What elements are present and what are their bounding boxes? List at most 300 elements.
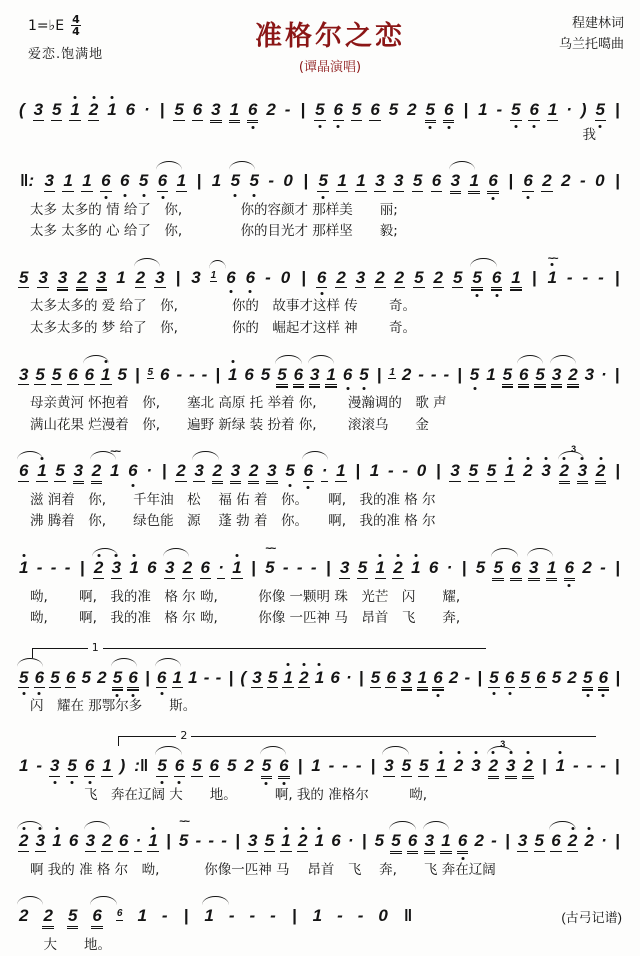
note-5: 5 [81,667,91,687]
notation-row [14,90,626,123]
notation-row [14,543,626,581]
note-2: 2 [18,831,29,852]
barline: | [435,461,441,481]
held-note-dash: - [598,267,604,287]
octave-dot-below [88,781,91,784]
note-6: 6 [127,668,138,689]
note-5: 5 [67,906,78,926]
barline: | [301,267,306,287]
barline: | [541,755,547,775]
composer-credit: 乌兰托噶曲 [558,36,624,52]
trill-mark: ~~ [547,252,557,265]
note-1: 1 [211,171,222,191]
music-system-9 [14,816,626,881]
note-6: 6 [518,365,529,386]
note-2: 2 [43,906,53,926]
note-5: 5 [412,171,423,191]
held-note-dash: - [208,831,215,851]
note-6: 6 [18,461,29,482]
octave-dot-above [509,751,512,754]
held-note-dash: - [464,667,471,687]
note-2: 2 [77,267,87,287]
note-6: 6 [407,831,418,851]
barline: | [228,667,234,687]
octave-dot-below [142,194,145,197]
note-2: 2 [97,667,107,687]
octave-dot-below [599,125,602,128]
octave-dot-below [249,290,252,293]
octave-dot-above [104,360,107,363]
note-6: 6 [225,268,236,288]
octave-dot-above [379,554,382,557]
octave-dot-above [581,457,584,460]
octave-dot-above [110,96,113,99]
note-2: 2 [522,756,533,777]
note-6: 6 [431,171,442,191]
note-1: 1 [511,267,521,287]
note-5: 5 [19,267,29,287]
note-2: 2 [91,461,102,482]
note-5: 5 [468,461,479,481]
octave-dot-above [440,751,443,754]
octave-dot-below [123,194,126,197]
repeat-start-sign: ‖: [20,171,35,191]
note-2: 2 [568,364,578,384]
note-5: 5 [260,364,271,384]
octave-dot-above [133,554,136,557]
note-6: 6 [342,365,353,385]
time-signature [71,14,81,37]
notation-row [14,252,626,291]
held-note-dash: - [580,171,586,191]
note-5: 5 [314,100,325,121]
held-note-dash: - [282,558,289,578]
held-note-dash: - [337,906,343,926]
barline: | [457,364,462,384]
octave-dot-above [457,751,460,754]
lyric-line: 太多太多的 爱 给了 你, 你的 故事才这样 传 奇。 [30,298,416,315]
octave-dot-above [508,457,511,460]
note-6: 6 [192,100,203,119]
octave-dot-above [39,827,42,830]
note-3: 3 [528,558,539,579]
note-1: 1 [229,100,240,119]
slur-arc [17,896,43,905]
note-1: 1 [435,756,446,777]
held-note-dash: - [195,831,202,851]
note-1: 1 [128,558,139,578]
octave-dot-below [508,692,511,695]
note-3: 3 [375,171,385,191]
barline: | [477,667,483,687]
grace-note: 1 [210,270,218,283]
note-3: 3 [33,100,44,119]
lyric-line: 满山花果 烂漫着 你, 遍野 新绿 装 扮着 你, 滚滚乌 金 [30,416,429,433]
note-6: 6 [127,461,138,481]
note-5: 5 [390,831,401,852]
octave-dot-above [599,457,602,460]
barline: | [215,364,221,384]
octave-dot-below [253,194,256,197]
slur-arc [202,896,228,905]
note-1: 1 [137,906,147,926]
note-3: 3 [57,267,68,287]
augmentation-dot: · [446,558,453,578]
held-note-dash: - [328,755,335,775]
held-note-dash: - [176,364,183,384]
octave-dot-above [474,751,477,754]
octave-dot-above [74,96,77,99]
octave-dot-above [97,554,100,557]
note-1: 1 [227,365,238,385]
slur-arc [17,658,43,667]
note-5: 5 [174,100,184,119]
octave-dot-below [461,857,464,860]
note-3: 3 [230,461,241,481]
octave-dot-below [492,692,495,695]
octave-dot-below [307,486,310,489]
note-1: 1 [486,364,496,384]
note-3: 3 [584,364,595,384]
octave-dot-below [447,126,450,129]
held-note-dash: - [355,755,362,775]
note-6: 6 [245,268,256,288]
note-5: 5 ~~ [265,543,275,578]
barline: | [145,667,150,687]
volta-number: 2 [176,729,191,742]
barline: | [303,171,309,191]
note-1: 1 [147,831,158,852]
slur-arc [17,451,43,460]
barline: | [291,906,297,926]
final-barline: ‖ [403,906,413,926]
lyric-line: 呦, 啊, 我的准 格 尔 呦, 你像 一颗明 珠 光芒 闪 耀, [30,588,461,605]
note-6: 6 [68,831,79,851]
lyric-line: 滋 润着 你, 千年油 松 福 佑 着 你。 啊, 我的准 格 尔 [30,491,436,508]
note-6: 6 [147,558,157,578]
note-3: 3 [252,667,262,687]
note-2: 2 [448,667,459,687]
note-1: 1 [504,461,515,482]
note-2: 2 [542,171,552,191]
slur-arc [550,355,576,364]
barline: | [325,558,331,578]
held-note-dash: - [215,667,222,687]
slur-arc [163,548,189,557]
note-5: 5 [357,558,368,578]
key-tempo-block [14,14,164,62]
octave-dot-below [161,196,164,199]
augmentation-dot: · [146,461,152,481]
note-6: 6 [370,100,380,119]
note-3: 3 [35,831,46,852]
octave-dot-above [302,663,305,666]
note-5: 5 [582,668,593,689]
note-6: 6 [160,364,170,384]
open-paren: ( [240,667,247,687]
notation-row [14,444,626,484]
slur-arc [449,161,475,170]
note-2: 2 [407,100,417,119]
note-6: 6 [386,667,396,687]
performer-subtitle: (谭晶演唱) [298,60,362,75]
time-signature-bottom: 4 [72,25,80,38]
note-5: 5 [317,171,328,192]
augmentation-dot: · [345,667,352,687]
octave-dot-below [71,781,74,784]
music-system-4 [14,355,626,437]
held-note-dash: - [50,558,57,578]
octave-dot-below [476,294,479,297]
slur-arc [111,658,137,667]
note-3: 3 [577,461,588,482]
note-6: 6 [303,461,314,482]
barline: | [614,100,620,119]
note-5: 5 [488,668,499,689]
note-6: 6 [564,558,575,579]
note-3: 3 [191,267,201,287]
song-title: 准格尔之恋 [255,21,405,52]
note-3: 3 [38,267,48,287]
note-2: 2 [401,364,412,384]
octave-dot-above [231,360,234,363]
note-6: 6 [428,558,439,578]
held-note-dash: - [600,558,606,578]
note-1: 1 [311,755,321,775]
octave-dot-above [285,827,288,830]
note-0: 0 [280,267,291,287]
note-1: 1 [82,171,92,191]
key-signature: 1=♭E [28,17,65,34]
held-note-dash: - [161,906,168,926]
note-1: 1 [102,755,112,775]
note-3: 3 [517,831,528,851]
note-6: 6 [491,268,502,289]
note-5: 5 [138,171,149,191]
held-note-dash: - [496,100,503,119]
note-5: 5 [358,365,369,385]
barline: | [614,831,620,851]
note-6: 6 [504,668,515,689]
note-3: 3 [155,267,165,287]
augmentation-dot: · [566,100,572,119]
octave-dot-below [318,125,321,128]
octave-dot-below [234,194,237,197]
augmentation-dot: · [218,558,224,578]
held-note-dash: - [491,831,497,851]
note-1: 1 [469,171,479,191]
octave-dot-above [115,554,118,557]
augmentation-dot: · [144,100,150,119]
note-2: 2 [135,268,146,289]
octave-dot-below [104,196,107,199]
note-1: 1 [547,100,558,119]
slur-arc [423,821,449,830]
note-6: 6 [487,171,498,192]
slur-arc [470,258,496,267]
trill-mark: ~~ [265,543,275,556]
note-1: 1 [356,171,366,191]
barline: | [165,831,171,851]
note-6: 6 [536,667,546,687]
note-2: 2 [453,756,464,776]
octave-dot-below [492,197,495,200]
octave-dot-above [559,751,562,754]
note-3: 3 [267,461,277,481]
note-5: 5 [502,364,513,384]
slur-arc [382,746,408,755]
barline: | [615,558,620,578]
note-2: 2 3 [559,461,570,482]
note-2: 2 [336,267,346,287]
barline: | [79,558,85,578]
slur-arc [302,451,328,460]
slur-arc [527,548,553,557]
augmentation-dot: · [347,831,354,851]
note-6: 6 [244,364,254,384]
note-1: 1 [176,171,187,191]
octave-dot-above [318,827,321,830]
held-note-dash: - [600,755,606,775]
slur-arc [192,451,218,460]
note-6: 6 [511,558,521,578]
triplet-number: 3 [500,738,506,749]
note-3: 3 [211,100,221,119]
barline: | [614,267,620,287]
note-5: 5 [414,267,424,287]
octave-dot-above [571,827,574,830]
note-5: 5 [230,171,241,191]
lyric-line: 沸 腾着 你, 绿色能 源 蓬 勃 着 你。 啊, 我的准 格 尔 [30,513,436,530]
held-note-dash: - [387,461,394,481]
note-6: 6 [209,755,219,775]
octave-dot-above [545,457,548,460]
note-2: 2 [212,461,223,481]
note-5: 5 [419,755,429,775]
lyric-line: 太多太多的 梦 给了 你, 你的 崛起才这样 神 奇。 [30,320,416,337]
close-paren: ) [119,755,126,775]
note-2: 2 [375,267,385,287]
note-6: 6 [432,668,443,689]
note-5: 5 [261,756,272,777]
note-3: 3 [450,171,461,192]
held-note-dash: - [203,667,210,687]
note-5: 5 [55,461,65,481]
note-3: 3 [73,461,84,481]
augmentation-dot: · [321,461,328,481]
note-6: 6 [157,171,168,192]
augmentation-dot: · [601,364,607,384]
note-5: 5 [401,755,412,775]
note-1: 1 [546,558,557,578]
note-5: 5 [112,668,123,689]
octave-dot-above [301,827,304,830]
note-5: 5 [471,268,482,289]
held-note-dash: - [265,267,271,287]
note-2: 2 [595,461,606,482]
note-1: 1 [314,668,325,688]
score [14,90,626,956]
note-3: 3 [309,365,320,386]
note-1: 1 [326,364,336,384]
barline: | [361,831,367,851]
octave-dot-below [320,292,323,295]
trill-mark: ~~ [110,446,120,459]
augmentation-dot: · [135,831,142,851]
held-note-dash: - [586,755,593,775]
note-5: 5 [276,365,287,386]
octave-dot-below [38,692,41,695]
grace-note: 1 [389,366,395,378]
note-0: 0 [378,906,388,926]
note-3: 3 [111,558,122,579]
octave-dot-below [602,694,605,697]
octave-dot-below [533,125,536,128]
lyric-line: 太多 太多的 情 给了 你, 你的容颜才 那样美 丽; [30,201,398,218]
octave-dot-below [178,781,181,784]
note-2: 2 [248,461,259,481]
note-6: 6 [333,100,344,121]
barline: | [614,171,620,191]
slur-arc [134,258,160,267]
octave-dot-below [229,290,232,293]
slur-arc [156,161,182,170]
octave-dot-below [586,694,589,697]
note-3: 3 [248,831,258,851]
note-5: 5 [520,667,530,687]
note-5: 5 [452,267,463,287]
note-1: 1 [116,267,126,287]
barline: | [196,171,202,191]
octave-dot-above [588,827,591,830]
note-5: 5 [370,667,381,687]
barline: | [175,267,181,287]
held-note-dash: - [64,558,71,578]
note-3: 3 [424,831,435,852]
note-2: 2 [392,558,403,579]
octave-dot-below [289,484,292,487]
note-5: 5 [248,171,259,191]
barline: | [251,558,256,578]
note-2: 2 [394,267,405,287]
note-3: 3 [96,267,107,287]
note-2: 2 [567,667,577,687]
note-1: 1 [441,831,451,851]
barline: | [463,100,469,119]
note-6: 6 [522,171,533,192]
note-2: 2 [298,668,309,689]
octave-dot-above [22,827,25,830]
header [14,14,626,75]
slur-arc [308,355,334,364]
slur-arc [389,821,415,830]
barline: | [355,461,361,481]
slur-arc [517,355,543,364]
note-0: 0 [595,171,605,191]
octave-dot-above [152,827,155,830]
octave-dot-below [251,126,254,129]
note-6: 6 [331,831,341,851]
time-signature-top: 4 [72,13,80,26]
octave-dot-above [22,554,25,557]
octave-dot-below [514,125,517,128]
note-2: 2 [561,171,571,191]
held-note-dash: - [201,364,208,384]
note-3: 3 [470,756,481,776]
held-note-dash: - [357,906,364,926]
note-6: 6 [125,100,136,119]
held-note-dash: - [430,364,437,384]
